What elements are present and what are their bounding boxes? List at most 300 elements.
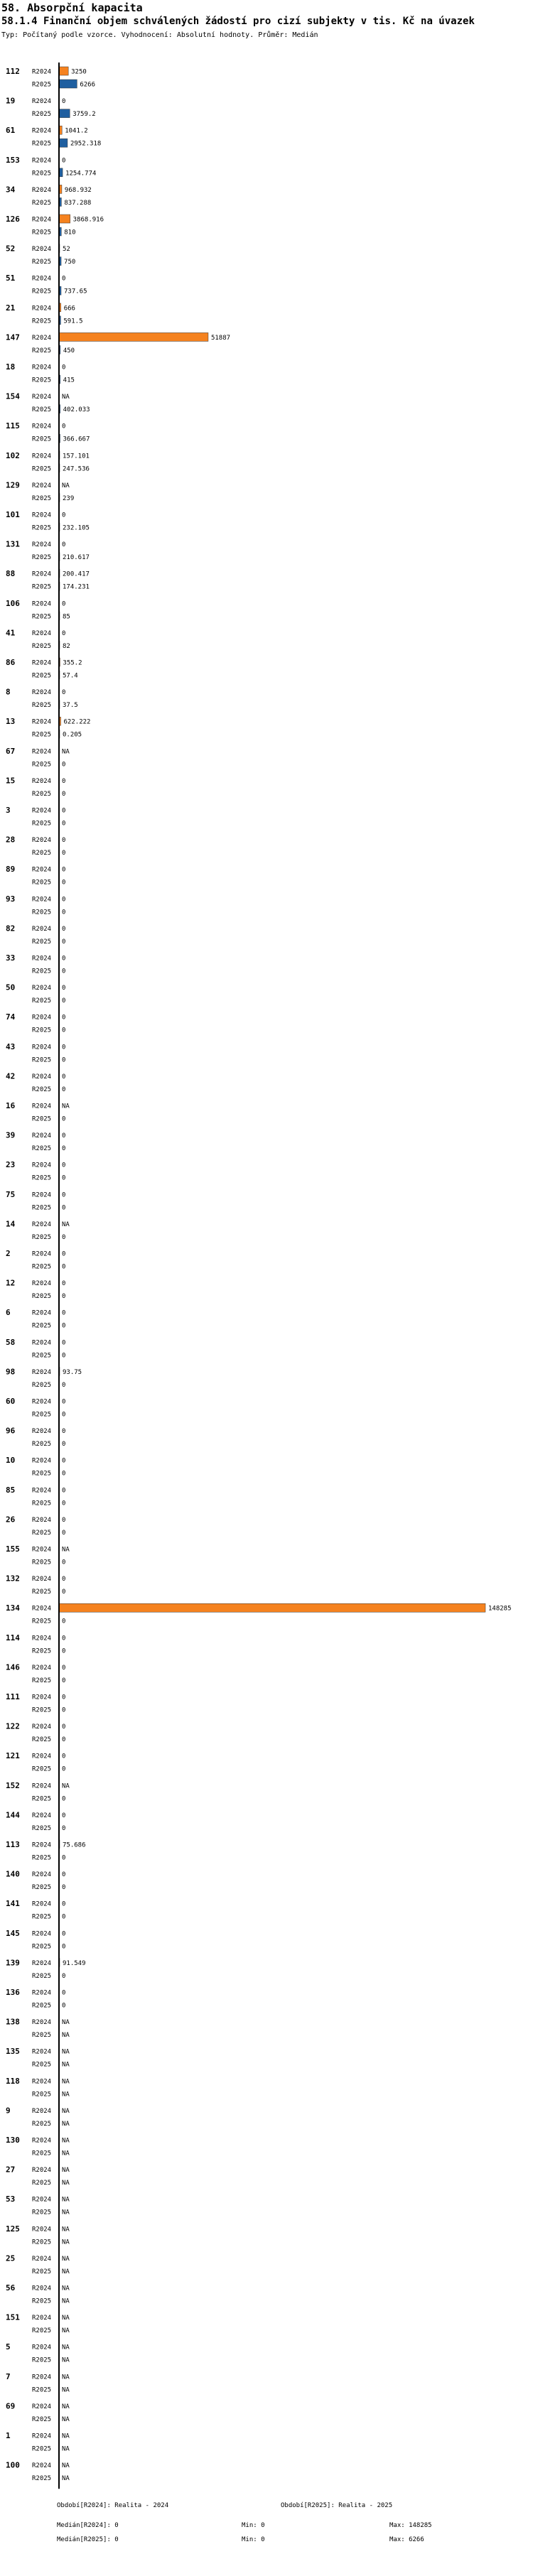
group-label: 144 <box>6 1810 20 1820</box>
data-label: 0 <box>62 1694 66 1701</box>
series-label: R2025 <box>32 524 52 532</box>
data-label: 3759.2 <box>72 111 96 119</box>
data-label: 0 <box>62 1487 66 1495</box>
series-label: R2025 <box>32 2268 52 2275</box>
series-label: R2025 <box>32 2386 52 2394</box>
data-label: 0 <box>62 1900 66 1908</box>
data-label: 0 <box>62 1132 66 1140</box>
data-label: NA <box>62 2298 70 2305</box>
data-label: NA <box>62 2374 70 2381</box>
group-label: 88 <box>6 569 16 579</box>
data-label: 0 <box>62 689 66 697</box>
data-label: NA <box>62 2285 70 2293</box>
data-label: 174.231 <box>63 583 90 591</box>
group-label: 155 <box>6 1544 20 1554</box>
series-label: R2024 <box>32 246 52 254</box>
series-label: R2025 <box>32 1765 52 1773</box>
series-label: R2025 <box>32 968 52 975</box>
series-label: R2024 <box>32 1812 52 1819</box>
data-label: 0 <box>62 1309 66 1317</box>
data-label: NA <box>62 2019 70 2027</box>
data-label: NA <box>62 2445 70 2453</box>
group-label: 13 <box>6 717 16 727</box>
data-label: NA <box>62 2078 70 2086</box>
series-label: R2025 <box>32 111 52 119</box>
data-label: 6266 <box>80 81 96 89</box>
data-label: 57.4 <box>63 672 78 680</box>
series-label: R2025 <box>32 2415 52 2423</box>
chart-description: Typ: Počítaný podle vzorce. Vyhodnocení: Absolutní hodnoty. Průměr: Medián <box>1 31 318 39</box>
series-label: R2024 <box>32 1368 52 1376</box>
group-label: 140 <box>6 1869 20 1879</box>
group-label: 8 <box>6 687 11 697</box>
series-label: R2024 <box>32 2403 52 2410</box>
series-label: R2025 <box>32 259 52 266</box>
series-label: R2025 <box>32 997 52 1005</box>
data-label: 82 <box>63 642 70 650</box>
series-label: R2024 <box>32 1044 52 1051</box>
max-2024: Max: 148285 <box>389 2522 432 2530</box>
group-label: 61 <box>6 126 16 136</box>
data-label: 0 <box>62 1753 66 1760</box>
data-label: NA <box>62 2091 70 2099</box>
group-label: 43 <box>6 1041 16 1051</box>
series-label: R2024 <box>32 2226 52 2234</box>
group-label: 135 <box>6 2047 20 2057</box>
data-label: 0 <box>62 1930 66 1938</box>
data-label: 0 <box>62 997 66 1005</box>
data-label: NA <box>62 2327 70 2335</box>
data-label: 0 <box>62 1618 66 1625</box>
series-label: R2025 <box>32 1086 52 1093</box>
series-label: R2024 <box>32 955 52 963</box>
series-label: R2024 <box>32 1428 52 1436</box>
series-label: R2025 <box>32 1706 52 1714</box>
group-label: 14 <box>6 1219 16 1229</box>
series-label: R2025 <box>32 1500 52 1508</box>
series-label: R2025 <box>32 2445 52 2453</box>
series-label: R2024 <box>32 570 52 578</box>
group-label: 39 <box>6 1130 16 1140</box>
data-label: 0 <box>62 1884 66 1892</box>
group-label: 126 <box>6 215 20 224</box>
series-label: R2025 <box>32 347 52 355</box>
series-label: R2025 <box>32 1647 52 1655</box>
group-label: 28 <box>6 835 16 845</box>
data-label: 0 <box>62 1576 66 1584</box>
series-label: R2024 <box>32 1132 52 1140</box>
data-label: 968.932 <box>64 186 92 194</box>
group-label: 42 <box>6 1071 16 1081</box>
series-label: R2024 <box>32 807 52 815</box>
data-label: 0 <box>62 512 66 519</box>
data-label: 0 <box>62 1871 66 1879</box>
series-label: R2024 <box>32 68 52 76</box>
data-label: NA <box>62 2226 70 2234</box>
data-label: 0 <box>62 98 66 106</box>
series-label: R2025 <box>32 2180 52 2187</box>
group-label: 26 <box>6 1515 16 1525</box>
series-label: R2024 <box>32 1664 52 1672</box>
group-label: 96 <box>6 1426 16 1436</box>
series-label: R2025 <box>32 288 52 296</box>
bar-r2025 <box>59 80 77 88</box>
series-label: R2025 <box>32 1115 52 1123</box>
data-label: 0 <box>62 1635 66 1643</box>
data-label: 0 <box>62 1736 66 1744</box>
group-label: 2 <box>6 1249 11 1258</box>
data-label: NA <box>62 2432 70 2440</box>
max-2025: Max: 6266 <box>389 2536 424 2544</box>
group-label: 74 <box>6 1012 16 1022</box>
series-label: R2024 <box>32 1900 52 1908</box>
group-label: 125 <box>6 2224 20 2234</box>
group-label: 58 <box>6 1337 16 1347</box>
data-label: 0 <box>62 2002 66 2010</box>
data-label: 148285 <box>488 1605 512 1613</box>
data-label: 3868.916 <box>72 216 104 224</box>
series-label: R2024 <box>32 1487 52 1495</box>
data-label: 622.222 <box>63 718 91 726</box>
data-label: 0 <box>62 777 66 785</box>
series-label: R2024 <box>32 600 52 608</box>
min-2025: Min: 0 <box>242 2536 265 2544</box>
data-label: NA <box>62 2209 70 2217</box>
series-label: R2025 <box>32 1233 52 1241</box>
series-label: R2025 <box>32 81 52 89</box>
data-label: 0 <box>62 600 66 608</box>
series-label: R2024 <box>32 629 52 637</box>
data-label: 750 <box>64 259 76 266</box>
data-label: 0 <box>62 1706 66 1714</box>
data-label: 0 <box>62 1250 66 1258</box>
group-label: 106 <box>6 598 20 608</box>
group-label: 102 <box>6 450 20 460</box>
series-label: R2025 <box>32 1736 52 1744</box>
median-2025: Medián[R2025]: 0 <box>57 2536 119 2544</box>
data-label: 0 <box>62 879 66 887</box>
group-label: 16 <box>6 1101 16 1110</box>
group-label: 15 <box>6 776 16 786</box>
series-label: R2025 <box>32 642 52 650</box>
data-label: 0 <box>62 820 66 828</box>
group-label: 138 <box>6 2017 20 2027</box>
data-label: 402.033 <box>63 406 90 414</box>
data-label: 0 <box>62 1441 66 1449</box>
series-label: R2024 <box>32 2137 52 2145</box>
data-label: 0 <box>62 629 66 637</box>
group-label: 89 <box>6 865 16 875</box>
series-label: R2025 <box>32 1204 52 1212</box>
group-label: 34 <box>6 185 16 195</box>
bar-r2024 <box>59 67 68 75</box>
series-label: R2024 <box>32 2462 52 2470</box>
data-label: 0 <box>62 1086 66 1093</box>
series-label: R2024 <box>32 334 52 342</box>
data-label: 2952.318 <box>70 140 102 148</box>
group-label: 146 <box>6 1662 20 1672</box>
series-label: R2024 <box>32 2344 52 2352</box>
data-label: 1041.2 <box>65 127 88 135</box>
series-label: R2024 <box>32 1753 52 1760</box>
series-label: R2024 <box>32 1103 52 1110</box>
series-label: R2025 <box>32 1884 52 1892</box>
series-label: R2024 <box>32 925 52 933</box>
data-label: 0 <box>62 1723 66 1731</box>
series-label: R2024 <box>32 364 52 372</box>
series-label: R2024 <box>32 2432 52 2440</box>
group-label: 151 <box>6 2312 20 2322</box>
series-label: R2025 <box>32 318 52 325</box>
series-label: R2024 <box>32 1162 52 1169</box>
series-label: R2024 <box>32 394 52 401</box>
series-label: R2024 <box>32 1014 52 1022</box>
data-label: NA <box>62 2137 70 2145</box>
data-label: 0 <box>62 1014 66 1022</box>
median-2024: Medián[R2024]: 0 <box>57 2522 119 2530</box>
data-label: 91.549 <box>63 1959 86 1967</box>
series-label: R2024 <box>32 2374 52 2381</box>
data-label: 0 <box>62 1339 66 1347</box>
group-label: 136 <box>6 1988 20 1997</box>
data-label: NA <box>62 2180 70 2187</box>
group-label: 51 <box>6 274 16 283</box>
series-label: R2025 <box>32 1470 52 1478</box>
series-label: R2025 <box>32 1441 52 1449</box>
data-label: 0 <box>62 1824 66 1832</box>
series-label: R2024 <box>32 1694 52 1701</box>
group-label: 153 <box>6 155 20 165</box>
data-label: NA <box>62 2032 70 2040</box>
group-label: 113 <box>6 1840 20 1849</box>
series-label: R2024 <box>32 305 52 313</box>
series-label: R2025 <box>32 1618 52 1625</box>
data-label: 0 <box>62 1204 66 1212</box>
series-label: R2025 <box>32 1824 52 1832</box>
group-label: 152 <box>6 1780 20 1790</box>
series-label: R2025 <box>32 731 52 739</box>
min-2024: Min: 0 <box>242 2522 265 2530</box>
series-label: R2025 <box>32 820 52 828</box>
data-label: NA <box>62 2255 70 2263</box>
series-label: R2025 <box>32 850 52 857</box>
series-label: R2024 <box>32 98 52 106</box>
data-label: 1254.774 <box>65 170 97 178</box>
series-label: R2025 <box>32 2032 52 2040</box>
group-label: 33 <box>6 953 16 963</box>
data-label: 0 <box>62 1280 66 1288</box>
data-label: NA <box>62 2315 70 2322</box>
series-label: R2025 <box>32 2239 52 2246</box>
data-label: 0 <box>62 1664 66 1672</box>
series-label: R2024 <box>32 1576 52 1584</box>
data-label: 0 <box>62 938 66 946</box>
data-label: 0 <box>62 955 66 963</box>
bar-r2024 <box>59 1603 485 1612</box>
page-title: 58. Absorpční kapacita <box>1 1 143 14</box>
data-label: 0 <box>62 1559 66 1566</box>
group-label: 86 <box>6 658 16 667</box>
group-label: 60 <box>6 1397 16 1406</box>
series-label: R2025 <box>32 406 52 414</box>
group-label: 3 <box>6 806 11 815</box>
series-label: R2025 <box>32 2356 52 2364</box>
data-label: NA <box>62 2061 70 2069</box>
data-label: 450 <box>63 347 75 355</box>
data-label: NA <box>62 2048 70 2056</box>
data-label: NA <box>62 2150 70 2158</box>
group-label: 69 <box>6 2401 16 2411</box>
series-label: R2025 <box>32 1263 52 1271</box>
data-label: 0 <box>62 364 66 372</box>
series-label: R2024 <box>32 1398 52 1406</box>
data-label: 93.75 <box>63 1368 82 1376</box>
bar-r2024 <box>59 332 208 341</box>
data-label: 0 <box>62 1765 66 1773</box>
data-label: NA <box>62 2167 70 2175</box>
data-label: 666 <box>63 305 75 313</box>
group-label: 56 <box>6 2283 16 2293</box>
group-label: 52 <box>6 244 16 254</box>
data-label: 0 <box>62 423 66 431</box>
data-label: 0 <box>62 1989 66 1997</box>
group-label: 111 <box>6 1692 20 1701</box>
series-label: R2025 <box>32 465 52 473</box>
data-label: 415 <box>63 377 75 384</box>
data-label: NA <box>62 2403 70 2410</box>
group-label: 93 <box>6 894 16 904</box>
series-label: R2025 <box>32 1145 52 1153</box>
data-label: NA <box>62 482 70 489</box>
data-label: 0 <box>62 1589 66 1596</box>
series-label: R2025 <box>32 199 52 207</box>
series-label: R2024 <box>32 2255 52 2263</box>
data-label: NA <box>62 394 70 401</box>
series-label: R2025 <box>32 1854 52 1862</box>
legend-period-2024: Období[R2024]: Realita - 2024 <box>57 2502 169 2510</box>
series-label: R2025 <box>32 1972 52 1980</box>
data-label: 0 <box>62 1352 66 1360</box>
data-label: NA <box>62 2120 70 2128</box>
group-label: 5 <box>6 2342 11 2352</box>
data-label: NA <box>62 2475 70 2483</box>
series-label: R2025 <box>32 702 52 710</box>
series-label: R2024 <box>32 1221 52 1228</box>
data-label: 0 <box>62 866 66 874</box>
data-label: 85 <box>63 613 70 621</box>
group-label: 18 <box>6 362 16 372</box>
data-label: NA <box>62 1103 70 1110</box>
group-label: 115 <box>6 421 20 431</box>
group-label: 23 <box>6 1160 16 1170</box>
series-label: R2024 <box>32 2107 52 2115</box>
data-label: 355.2 <box>63 659 82 667</box>
data-label: 0 <box>62 1191 66 1199</box>
data-label: 37.5 <box>63 702 78 710</box>
series-label: R2025 <box>32 1293 52 1301</box>
data-label: 0 <box>62 985 66 992</box>
data-label: 0 <box>62 968 66 975</box>
series-label: R2025 <box>32 2209 52 2217</box>
data-label: NA <box>62 2239 70 2246</box>
series-label: R2025 <box>32 1559 52 1566</box>
data-label: NA <box>62 1782 70 1790</box>
data-label: 0 <box>62 1115 66 1123</box>
data-label: 737.65 <box>63 288 87 296</box>
group-label: 154 <box>6 391 20 401</box>
data-label: 239 <box>63 494 75 502</box>
data-label: 0 <box>62 157 66 165</box>
group-label: 85 <box>6 1485 16 1495</box>
series-label: R2024 <box>32 777 52 785</box>
series-label: R2024 <box>32 1989 52 1997</box>
series-label: R2024 <box>32 2167 52 2175</box>
group-label: 67 <box>6 746 16 756</box>
data-label: 0 <box>62 1056 66 1064</box>
data-label: 0 <box>62 1500 66 1508</box>
series-label: R2024 <box>32 1635 52 1643</box>
data-label: NA <box>62 1221 70 1228</box>
series-label: R2024 <box>32 866 52 874</box>
series-label: R2025 <box>32 1677 52 1684</box>
bar-r2025 <box>59 139 68 147</box>
series-label: R2024 <box>32 127 52 135</box>
series-label: R2024 <box>32 659 52 667</box>
group-label: 10 <box>6 1456 16 1466</box>
data-label: 0 <box>62 1044 66 1051</box>
series-label: R2024 <box>32 985 52 992</box>
series-label: R2025 <box>32 377 52 384</box>
series-label: R2024 <box>32 2196 52 2204</box>
group-label: 122 <box>6 1721 20 1731</box>
data-label: 0 <box>62 1470 66 1478</box>
data-label: 200.417 <box>63 570 90 578</box>
series-label: R2024 <box>32 837 52 845</box>
series-label: R2025 <box>32 435 52 443</box>
series-label: R2024 <box>32 2048 52 2056</box>
group-label: 19 <box>6 96 16 106</box>
data-label: 0 <box>62 837 66 845</box>
series-label: R2025 <box>32 613 52 621</box>
series-label: R2025 <box>32 1056 52 1064</box>
data-label: 0 <box>62 1263 66 1271</box>
series-label: R2024 <box>32 186 52 194</box>
group-label: 50 <box>6 983 16 992</box>
group-label: 118 <box>6 2076 20 2086</box>
data-label: 0 <box>62 1854 66 1862</box>
group-label: 9 <box>6 2106 11 2116</box>
series-label: R2025 <box>32 1795 52 1803</box>
group-label: 27 <box>6 2165 16 2175</box>
data-label: 247.536 <box>63 465 90 473</box>
data-label: NA <box>62 2344 70 2352</box>
series-label: R2024 <box>32 512 52 519</box>
data-label: 810 <box>64 229 76 237</box>
data-label: 591.5 <box>63 318 83 325</box>
series-label: R2024 <box>32 216 52 224</box>
group-label: 82 <box>6 924 16 933</box>
series-label: R2025 <box>32 1411 52 1419</box>
data-label: 157.101 <box>63 453 90 460</box>
data-label: 0.205 <box>63 731 82 739</box>
series-label: R2025 <box>32 229 52 237</box>
series-label: R2025 <box>32 672 52 680</box>
bar-r2025 <box>59 109 70 118</box>
data-label: 0 <box>62 850 66 857</box>
series-label: R2024 <box>32 2315 52 2322</box>
group-label: 145 <box>6 1928 20 1938</box>
group-label: 98 <box>6 1367 16 1377</box>
